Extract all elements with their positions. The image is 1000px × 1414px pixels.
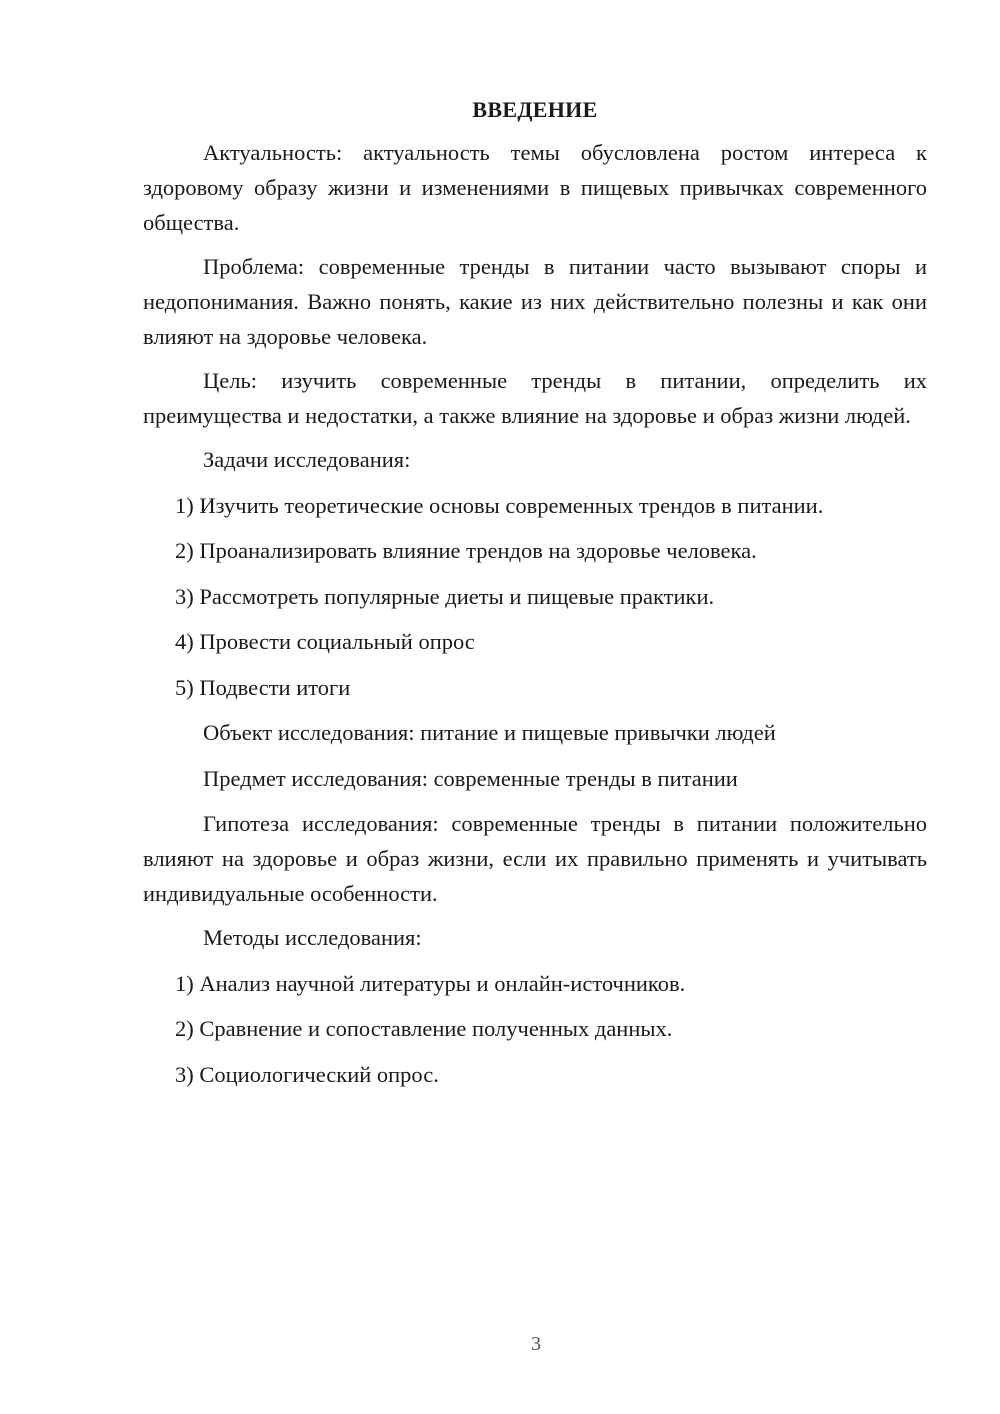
- research-object: Объект исследования: питание и пищевые привычки людей: [203, 720, 776, 745]
- tasks-title: Задачи исследования:: [203, 447, 411, 472]
- problem-paragraph: Проблема: современные тренды в питании часто вызывают споры и недопонимания. Важно понять, какие из них действительно полезны и как они влияют на здоровье человека.: [143, 254, 927, 349]
- document-page: [143, 95, 927, 1102]
- relevance-paragraph: Актуальность: актуальность темы обусловлена ростом интереса к здоровому образу жизни и изменениями в пищевых привычках современного общества.: [143, 140, 927, 235]
- method-item: 3) Социологический опрос.: [175, 1061, 439, 1087]
- hypothesis-paragraph: Гипотеза исследования: современные тренды в питании положительно влияют на здоровье и образ жизни, если их правильно применять и учитывать индивидуальные особенности.: [143, 811, 927, 906]
- section-heading: ВВЕДЕНИЕ: [472, 97, 598, 122]
- task-item: 5) Подвести итоги: [175, 674, 351, 700]
- method-item: 2) Сравнение и сопоставление полученных данных.: [175, 1016, 673, 1041]
- task-item: 4) Провести социальный опрос: [175, 629, 475, 654]
- research-subject: Предмет исследования: современные тренды в питании: [203, 765, 738, 791]
- task-item: 1) Изучить теоретические основы современных трендов в питании.: [175, 492, 824, 518]
- task-item: 2) Проанализировать влияние трендов на здоровье человека.: [175, 538, 757, 563]
- task-item: 3) Рассмотреть популярные диеты и пищевые практики.: [175, 583, 715, 609]
- method-item: 1) Анализ научной литературы и онлайн-источников.: [175, 970, 686, 996]
- goal-paragraph: Цель: изучить современные тренды в питании, определить их преимущества и недостатки, а также влияние на здоровье и образ жизни людей.: [143, 368, 927, 428]
- page-number: 3: [531, 1333, 541, 1355]
- methods-title: Методы исследования:: [203, 925, 422, 950]
